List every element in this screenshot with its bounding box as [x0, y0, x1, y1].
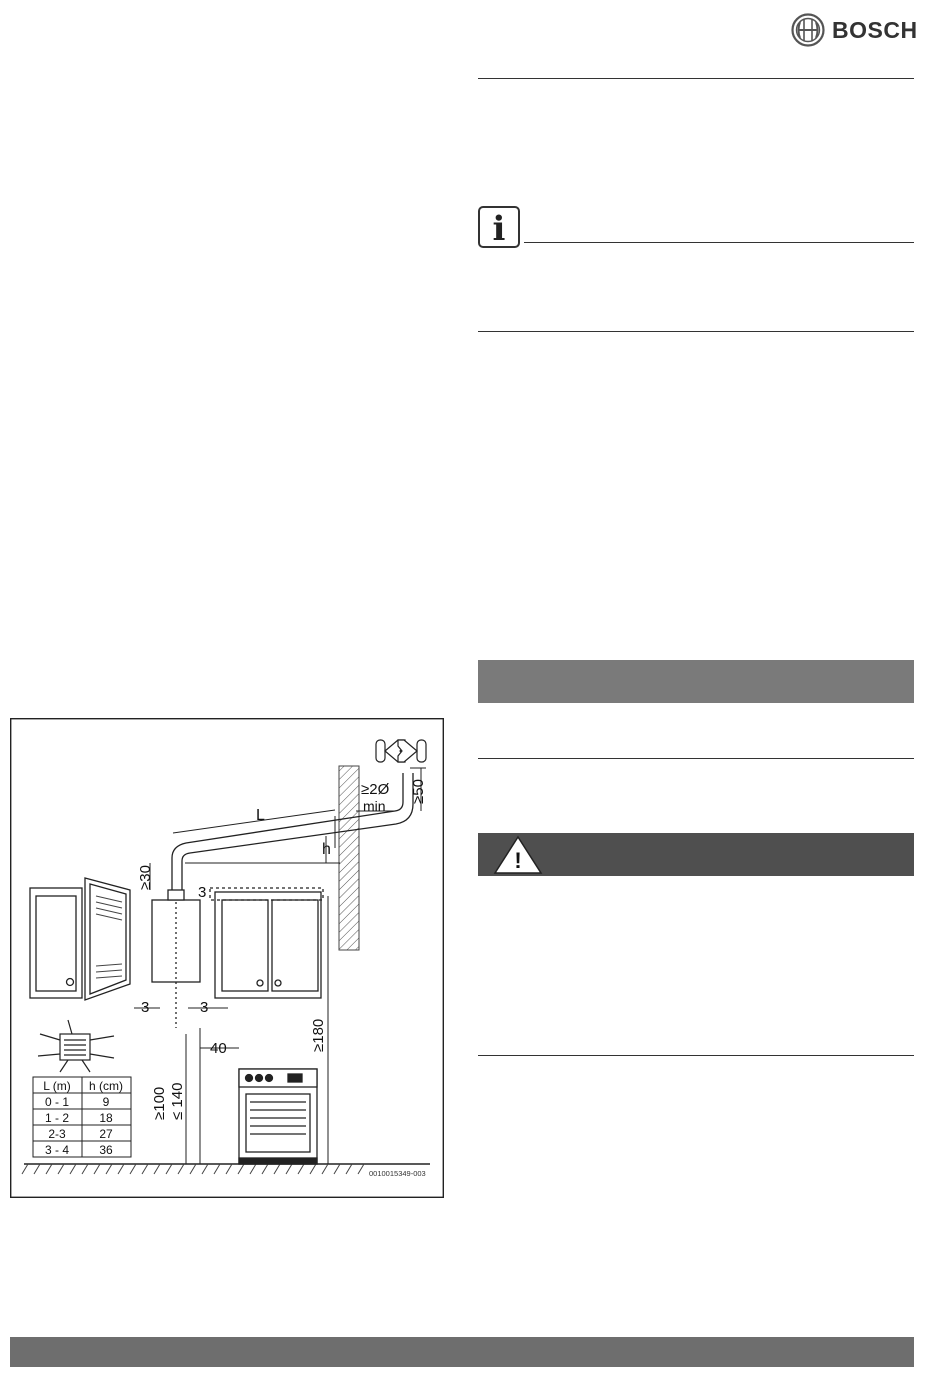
dim-boiler-max: ≤ 140	[169, 1082, 186, 1120]
section-rule	[478, 758, 914, 759]
cooker	[239, 1069, 317, 1164]
section-rule	[478, 331, 914, 332]
dim-length: L	[256, 807, 265, 824]
dim-height-rise: h	[322, 841, 331, 858]
table-cell: 0 - 1	[44, 1095, 70, 1109]
section-rule	[478, 1055, 914, 1056]
dim-right-gap: 3	[200, 999, 209, 1016]
section-heading-bar	[478, 660, 914, 703]
dim-flue-above: ≥30	[137, 865, 154, 890]
dim-boiler-min: ≥100	[151, 1086, 168, 1120]
table-header: h (cm)	[89, 1079, 123, 1093]
section-rule	[478, 78, 914, 79]
info-rule	[524, 242, 914, 243]
info-glyph: i	[492, 209, 506, 249]
table-cell: 1 - 2	[44, 1111, 70, 1125]
brand-logo	[790, 12, 920, 48]
dim-cooker-gap: 40	[210, 1040, 227, 1057]
warning-bar	[478, 833, 914, 876]
table-cell: 36	[99, 1143, 113, 1157]
brand-name: BOSCH	[832, 17, 918, 43]
footer-bar	[10, 1337, 914, 1367]
info-icon	[478, 206, 520, 248]
figure-ref-code: 0010015349-003	[369, 1169, 426, 1178]
cabinet-left	[30, 878, 130, 1000]
dim-outlet-height: ≥50	[410, 779, 427, 804]
installation-diagram	[10, 718, 444, 1198]
dim-wall-clearance-sub: min	[363, 798, 386, 814]
table-cell: 9	[102, 1095, 110, 1109]
installation-figure	[10, 718, 444, 1198]
table-cell: 18	[99, 1111, 113, 1125]
dim-top-gap: 3	[198, 884, 207, 901]
wall	[339, 766, 359, 950]
dim-left-gap: 3	[141, 999, 150, 1016]
table-cell: 27	[99, 1127, 113, 1141]
bosch-armature-icon	[790, 12, 826, 48]
table-cell: 2-3	[48, 1127, 66, 1141]
warning-glyph: !	[514, 848, 522, 873]
dim-cabinet-height: ≥180	[310, 1018, 327, 1052]
cabinet-right	[210, 888, 323, 998]
table-header: L (m)	[43, 1079, 71, 1093]
table-cell: 3 - 4	[44, 1143, 70, 1157]
dim-wall-clearance: ≥2Ø	[361, 781, 390, 798]
warning-triangle-icon	[488, 833, 548, 876]
